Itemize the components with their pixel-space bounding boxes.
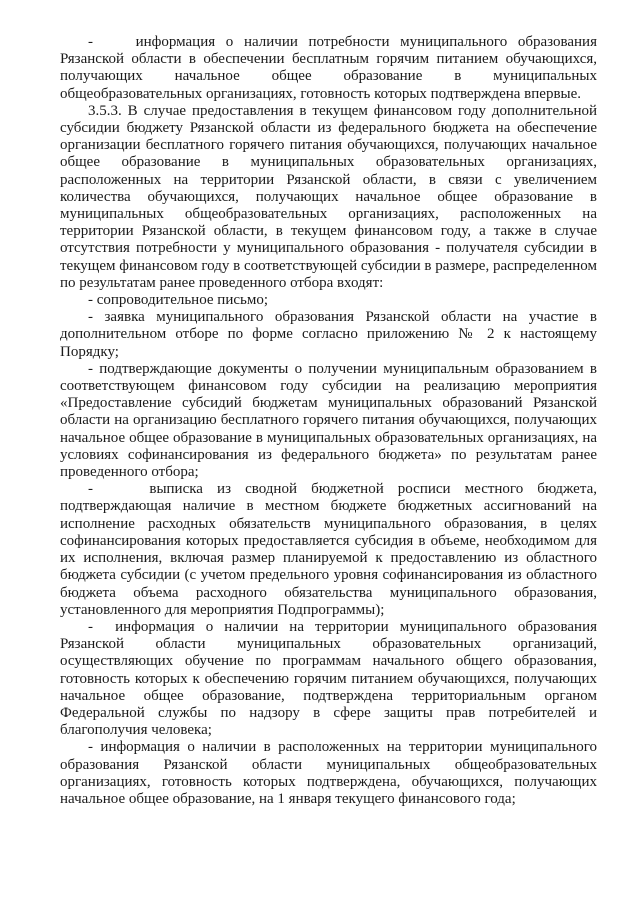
paragraph-students-info: - информация о наличии в расположенных на территории муниципального образования Рязанской области муниципальных общеобразовательных организациях, готовность которых подтверждена, обучающихся, получающих начальное общее образование, на 1 января текущего финансового года; [60,739,597,807]
paragraph-organizations-info: - информация о наличии на территории муниципального образования Рязанской области муниципальных образовательных организаций, осуществляющих обучение по программам начального общего образования, готовность которых к обеспечению горячим питанием обучающихся, получающих начальное общее образование, подтверждена территориальным органом Федеральной службы по надзору в сфере защиты прав потребителей и благополучия человека; [60,618,597,739]
document-page [60,34,597,808]
paragraph-cover-letter: - сопроводительное письмо; [88,292,269,309]
paragraph-clause-3-5-3: 3.5.3. В случае предоставления в текущем финансовом году дополнительной субсидии бюджету Рязанской области из федерального бюджета на обеспечение организации бесплатного горячего питания обучающихся, получающих начальное общее образование в муниципальных образовательных организациях, расположенных на территории Рязанской области, в связи с увеличением количества обучающихся, получающих начальное общее образование в муниципальных общеобразовательных организациях, расположенных на территории Рязанской области, в текущем финансовом году, а также в случае отсутствия потребности у муниципального образования - получателя субсидии в текущем финансовом году в соответствующей субсидии в размере, распределенном по результатам ранее проведенного отбора входят: [60,102,597,291]
paragraph-confirming-documents: - подтверждающие документы о получении муниципальным образованием в соответствующем финансовом году субсидии на реализацию мероприятия «Предоставление субсидий бюджетам муниципальных образований Рязанской области на организацию бесплатного горячего питания обучающихся, получающих начальное общее образование в муниципальных образовательных организациях, на условиях софинансирования из федерального бюджета» по результатам ранее проведенного отбора; [60,360,597,481]
paragraph-budget-extract: - выписка из сводной бюджетной росписи местного бюджета, подтверждающая наличие в местном бюджете бюджетных ассигнований на исполнение расходных обязательств муниципального образования, в целях софинансирования которых предоставляется субсидия в объеме, необходимом для их исполнения, включая размер планируемой к предоставлению из областного бюджета субсидии (с учетом предельного уровня софинансирования из областного бюджета объема расходного обязательства муниципального образования, установленного для мероприятия Подпрограммы); [60,481,597,618]
paragraph-application: - заявка муниципального образования Рязанской области на участие в дополнительном отборе по форме согласно приложению № 2 к настоящему Порядку; [60,309,597,360]
paragraph-item-1-bullet: - информация о наличии потребности муниципального образования Рязанской области в обеспечении бесплатным горячим питанием обучающихся, получающих начальное общее образование в муниципальных общеобразовательных организациях, готовность которых подтверждена впервые. [60,34,597,102]
